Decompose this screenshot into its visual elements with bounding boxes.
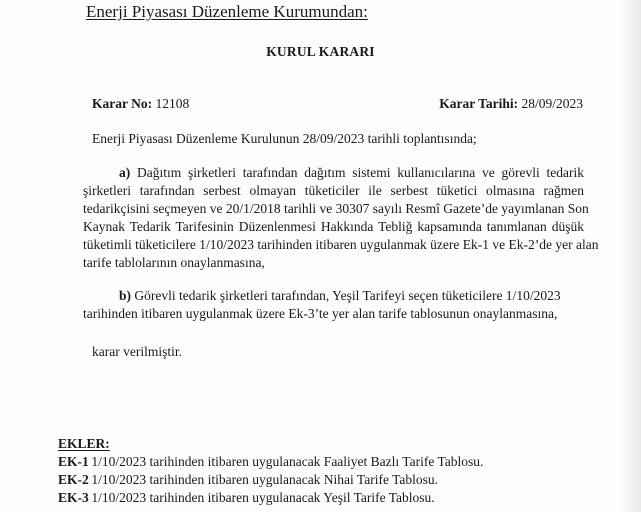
annex-text: 1/10/2023 tarihinden itibaren uygulanacak Yeşil Tarife Tablosu. [91, 490, 435, 505]
paragraph-b-line [83, 287, 603, 305]
annexes-title: EKLER: [58, 436, 110, 451]
decision-date-value: 28/09/2023 [518, 96, 583, 111]
paragraph-a-marker: a) [119, 165, 131, 180]
paragraph-b-line-text: Görevli tedarik şirketleri tarafından, Yeşil Tarifeyi seçen tüketicilere 1/10/2023 [131, 288, 561, 303]
page-edge-shadow [619, 0, 641, 512]
paragraph-a-line: şirketleri tarafından serbest olmayan tüketiciler ile serbest tüketici olmasına rağmen [83, 183, 584, 198]
closing-line: karar verilmiştir. [92, 344, 182, 359]
decision-date-label: Karar Tarihi: [439, 96, 519, 111]
document-title: KURUL KARARI [266, 44, 375, 59]
paragraph-a-line: tarife tablolarının onaylanmasına, [83, 255, 265, 270]
paragraph-a [83, 164, 599, 272]
annex-item [58, 453, 483, 471]
paragraph-b-line: tarihinden itibaren uygulanmak üzere Ek-3’te yer alan tarife tablosunun onaylanmasına, [83, 306, 558, 321]
paragraph-b-marker: b) [119, 288, 132, 303]
decision-number-value: 12108 [152, 96, 190, 111]
annexes-list [58, 453, 483, 507]
annex-item [58, 489, 483, 507]
decision-number-label: Karar No: [92, 96, 153, 111]
decision-number [92, 96, 189, 112]
issuer-header: Enerji Piyasası Düzenleme Kurumundan: [86, 2, 368, 21]
intro-line: Enerji Piyasası Düzenleme Kurulunun 28/09/2023 tarihli toplantısında; [92, 131, 477, 146]
paragraph-b [83, 287, 603, 323]
annex-text: 1/10/2023 tarihinden itibaren uygulanacak Nihai Tarife Tablosu. [91, 472, 439, 487]
annex-code: EK-2 [58, 472, 89, 487]
paragraph-a-line-text: Dağıtım şirketleri tarafından dağıtım sistemi kullanıcılarına ve görevli tedarik [130, 165, 584, 180]
annex-item [58, 471, 483, 489]
paragraph-a-line: Kaynak Tedarik Tarifesinin Düzenlenmesi Hakkında Tebliğ kapsamında tanımlanan düşük [83, 219, 584, 234]
paragraph-a-line [83, 164, 584, 182]
annex-code: EK-1 [58, 454, 89, 469]
decision-date [439, 96, 583, 112]
paragraph-a-line: tüketimli tüketicilere 1/10/2023 tarihinden itibaren uygulanmak üzere Ek-1 ve Ek-2’de yer alan [83, 237, 599, 252]
paragraph-a-line: tedarikçisini seçmeyen ve 20/1/2018 tarihli ve 30307 sayılı Resmî Gazete’de yayımlanan Son [83, 201, 589, 216]
annex-text: 1/10/2023 tarihinden itibaren uygulanacak Faaliyet Bazlı Tarife Tablosu. [91, 454, 484, 469]
annex-code: EK-3 [58, 490, 89, 505]
